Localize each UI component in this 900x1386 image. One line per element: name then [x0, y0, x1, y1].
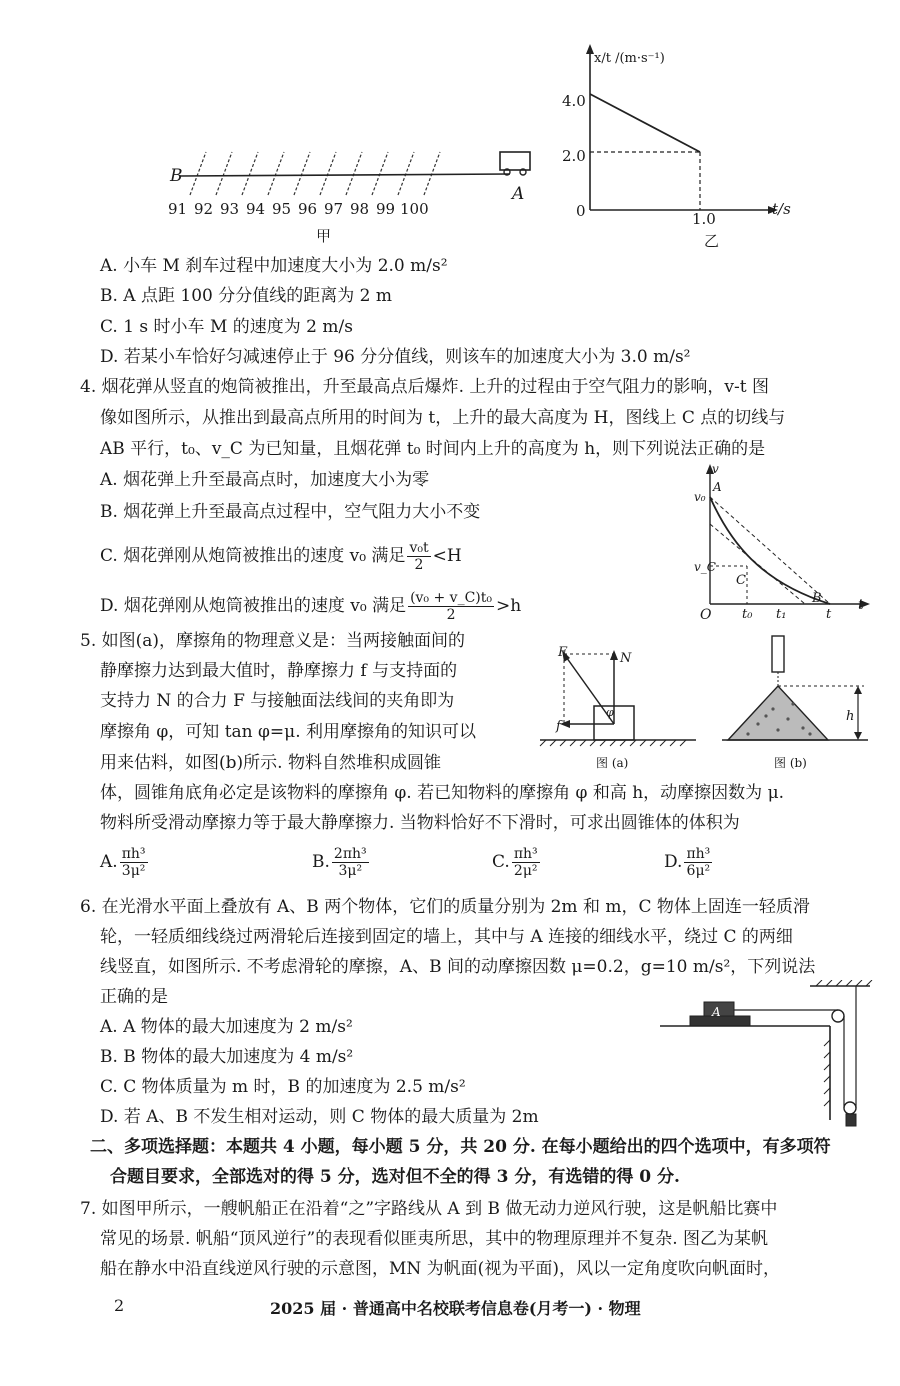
chute	[772, 636, 784, 672]
fig-yi-xtick-1: 1.0	[692, 210, 716, 228]
fig-yi-y-label: x/t /(m·s⁻¹)	[594, 51, 665, 66]
q6-line-2: 轮，一轻质细线绕过两滑轮后连接到固定的墙上，其中与 A 连接的细线水平，绕过 C 的两细	[100, 927, 793, 947]
q6-option-a: A. A 物体的最大加速度为 2 m/s²	[100, 1017, 353, 1037]
q4-option-b: B. 烟花弹上升至最高点过程中，空气阻力大小不变	[100, 502, 481, 522]
data-line	[590, 94, 700, 152]
fig-yi-ytick-4: 4.0	[562, 92, 586, 110]
fig5b-h: h	[846, 709, 855, 724]
q3-option-c: C. 1 s 时小车 M 的速度为 2 m/s	[100, 317, 353, 337]
vt-o-label: O	[700, 607, 712, 623]
q4-c-den: 2	[414, 557, 424, 573]
tick-label: 100	[400, 200, 429, 218]
q6-option-c: C. C 物体质量为 m 时，B 的加速度为 2.5 m/s²	[100, 1077, 466, 1097]
q4-line-3: AB 平行，t₀、v_C 为已知量，且烟花弹 t₀ 时间内上升的高度为 h，则下列说法正确的是	[100, 439, 766, 459]
fig-yi-ytick-2: 2.0	[562, 147, 586, 165]
fig6-label-a: A	[712, 1005, 721, 1019]
q4-c-pre: C. 烟花弹刚从炮筒被推出的速度 v₀ 满足	[100, 546, 406, 566]
fig-jia-point-a: A	[512, 184, 525, 204]
fig5b-caption: 图 (b)	[774, 756, 807, 770]
fig5a-f-small: f	[556, 719, 561, 734]
tick-label: 93	[220, 200, 240, 218]
fig5a-phi: φ	[606, 706, 614, 719]
q5-line-1: 5. 如图(a)，摩擦角的物理意义是：当两接触面间的	[80, 631, 466, 651]
q6-option-b: B. B 物体的最大加速度为 4 m/s²	[100, 1047, 354, 1067]
tick-label: 91	[168, 200, 188, 218]
q4-c-num: v₀t	[409, 540, 429, 556]
fig-yi-caption: 乙	[704, 232, 720, 250]
q5-option-a: A. $\frac{\text{πh³}}{\text{3μ²}}$	[100, 846, 146, 879]
fig5a-f-big: F	[558, 645, 568, 660]
q4-line-1: 4. 烟花弹从竖直的炮筒被推出，升至最高点后爆炸. 上升的过程由于空气阻力的影响，v-t 图	[80, 377, 770, 397]
q7-line-2: 常见的场景. 帆船“顶风逆行”的表现看似匪夷所思，其中的物理原理并不复杂. 图乙为某帆	[100, 1229, 768, 1249]
vt-c-label: C	[736, 573, 746, 588]
page-number: 2	[114, 1296, 125, 1315]
q5-line-5: 用来估料，如图(b)所示. 物料自然堆积成圆锥	[100, 753, 441, 773]
q3-option-a: A. 小车 M 刹车过程中加速度大小为 2.0 m/s²	[100, 256, 448, 276]
track-hatch-lines	[190, 152, 440, 195]
vt-v-label: v	[712, 462, 719, 476]
track-line	[180, 174, 510, 176]
q4-option-c	[100, 538, 462, 574]
q4-line-2: 像如图所示，从推出到最高点所用的时间为 t，上升的最大高度为 H，图线上 C 点的切线与	[100, 408, 786, 428]
vt-v0-label: v₀	[694, 490, 706, 504]
figure-6	[660, 980, 880, 1130]
q4-c-frac	[407, 540, 430, 573]
section-2-line-2: 合题目要求，全部选对的得 5 分，选对但不全的得 3 分，有选错的得 0 分.	[110, 1167, 680, 1187]
fig5a-n: N	[620, 651, 632, 666]
q5-line-4: 摩擦角 φ，可知 tan φ=μ. 利用摩擦角的知识可以	[100, 722, 477, 742]
q3-option-d: D. 若某小车恰好匀减速停止于 96 分分值线，则该车的加速度大小为 3.0 m/s²	[100, 347, 691, 367]
q5-option-b: B. $\frac{\text{2πh³}}{\text{3μ²}}$	[312, 846, 367, 879]
figure-5b	[718, 634, 888, 750]
q4-d-den: 2	[446, 607, 456, 623]
q4-d-pre: D. 烟花弹刚从炮筒被推出的速度 v₀ 满足	[100, 596, 407, 616]
cart-icon	[500, 152, 530, 175]
fig-yi-x-label: t/s	[772, 200, 791, 218]
vt-vc-label: v_C	[694, 560, 716, 574]
tick-label: 94	[246, 200, 266, 218]
q5-options	[100, 842, 780, 886]
q6-option-d: D. 若 A、B 不发生相对运动，则 C 物体的最大质量为 2m	[100, 1107, 539, 1127]
q4-d-post: >h	[496, 596, 522, 616]
section-2-line-1: 二、多项选择题：本题共 4 小题，每小题 5 分，共 20 分. 在每小题给出的四个选项中，有多项符	[90, 1137, 831, 1157]
q5-line-3: 支持力 N 的合力 F 与接触面法线间的夹角即为	[100, 691, 455, 711]
vt-t1-label: t₁	[776, 607, 787, 622]
vt-b-label: B	[812, 591, 822, 606]
q6-line-4: 正确的是	[100, 987, 168, 1007]
q4-d-num: (v₀ + v_C)t₀	[410, 590, 492, 606]
vt-t0-label: t₀	[742, 607, 753, 622]
q7-line-1: 7. 如图甲所示，一艘帆船正在沿着“之”字路线从 A 到 B 做无动力逆风行驶，这是帆船比赛中	[80, 1199, 778, 1219]
pulley-fixed	[832, 1010, 844, 1022]
tick-label: 97	[324, 200, 344, 218]
q4-c-post: <H	[432, 546, 462, 566]
q5-option-d: D. $\frac{\text{πh³}}{\text{6μ²}}$	[664, 846, 711, 879]
footer-title: 2025 届 · 普通高中名校联考信息卷(月考一) · 物理	[270, 1299, 641, 1318]
q4-option-d	[100, 588, 521, 624]
vt-a-label: A	[713, 480, 722, 494]
q3-option-b: B. A 点距 100 分分值线的距离为 2 m	[100, 286, 392, 306]
vt-tt-label: t	[826, 607, 832, 622]
vt-t-axis-label: t	[858, 597, 864, 613]
q7-line-3: 船在静水中沿直线逆风行驶的示意图，MN 为帆面(视为平面)，风以一定角度吹向帆面时，	[100, 1259, 780, 1279]
tick-label: 96	[298, 200, 318, 218]
q4-option-a: A. 烟花弹上升至最高点时，加速度大小为零	[100, 470, 430, 490]
fig5a-caption: 图 (a)	[596, 756, 629, 770]
fig-jia-caption: 甲	[316, 227, 332, 245]
material-pile	[728, 686, 828, 740]
q6-line-1: 6. 在光滑水平面上叠放有 A、B 两个物体，它们的质量分别为 2m 和 m，C 物体上固连一轻质滑	[80, 897, 810, 917]
tick-label: 95	[272, 200, 292, 218]
q5-line-2: 静摩擦力达到最大值时，静摩擦力 f 与支持面的	[100, 661, 458, 681]
q4-d-frac	[408, 590, 494, 623]
tick-label: 92	[194, 200, 214, 218]
block-c	[846, 1114, 856, 1126]
q5-line-6: 体，圆锥角底角必定是该物料的摩擦角 φ. 若已知物料的摩擦角 φ 和高 h，动摩擦因数为 μ.	[100, 783, 785, 803]
q5-option-c: C. $\frac{\text{πh³}}{\text{2μ²}}$	[492, 846, 538, 879]
q6-line-3: 线竖直，如图所示. 不考虑滑轮的摩擦，A、B 间的动摩擦因数 μ=0.2，g=10 m/s²，下列说法	[100, 957, 816, 977]
tick-label: 99	[376, 200, 396, 218]
q5-line-7: 物料所受滑动摩擦力等于最大静摩擦力. 当物料恰好不下滑时，可求出圆锥体的体积为	[100, 813, 740, 833]
tick-label: 98	[350, 200, 370, 218]
figure-jia	[160, 140, 540, 240]
pulley-c	[844, 1102, 856, 1114]
fig-jia-point-b: B	[170, 166, 183, 186]
fig-yi-origin: 0	[576, 202, 586, 220]
